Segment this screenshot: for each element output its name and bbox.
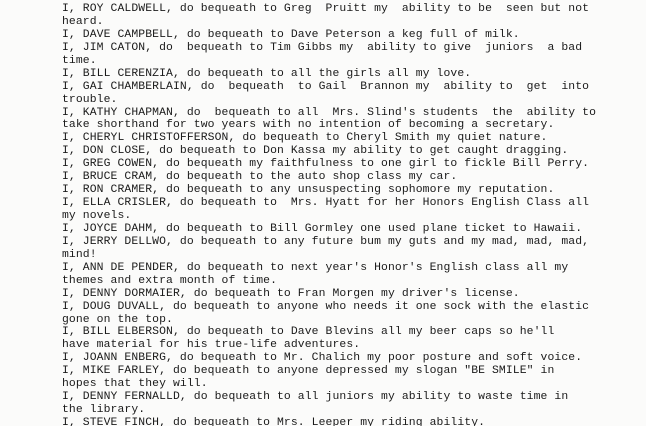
text-line: my novels. [62,210,132,222]
text-line: I, DAVE CAMPBELL, do bequeath to Dave Peterson a keg full of milk. [62,28,520,41]
text-line: I, DON CLOSE, do bequeath to Don Kassa my ability to get caught dragging. [62,145,569,158]
bequest-text-block [62,3,644,426]
text-line: I, GAI CHAMBERLAIN, do bequeath to Gail Brannon my ability to get into [62,80,590,93]
text-line: I, KATHY CHAPMAN, do bequeath to all Mrs. Slind's students the ability to [62,106,597,119]
text-line: I, DENNY DORMAIER, do bequeath to Fran Morgen my driver's license. [62,287,520,300]
text-line: gone on the top. [62,313,173,326]
text-line: themes and extra month of time. [62,274,278,287]
text-line: mind! [62,248,97,261]
text-line: time. [62,54,97,67]
text-line: I, GREG COWEN, do bequeath my faithfulness to one girl to fickle Bill Perry. [62,158,590,171]
text-line: I, BRUCE CRAM, do bequeath to the auto shop class my car. [62,171,458,184]
text-line: the library. [62,404,146,417]
text-line: I, BILL CERENZIA, do bequeath to all the girls all my love. [62,67,472,80]
text-line: I, MIKE FARLEY, do bequeath to anyone depressed my slogan "BE SMILE" in [62,365,555,378]
text-line: have material for his true-life adventures. [62,339,361,352]
text-line: I, STEVE FINCH, do bequeath to Mrs. Leeper my riding ability. [62,417,486,426]
text-line: I, DENNY FERNALLD, do bequeath to all juniors my ability to waste time in [62,391,569,404]
text-line: I, JOYCE DAHM, do bequeath to Bill Gormley one used plane ticket to Hawaii. [62,222,583,235]
text-line: I, CHERYL CHRISTOFFERSON, do bequeath to Cheryl Smith my quiet nature. [62,132,548,145]
text-line: I, ROY CALDWELL, do bequeath to Greg Pruitt my ability to be seen but not [62,3,590,15]
text-line: take shorthand for two years with no intention of becoming a secretary. [62,119,555,132]
text-line: hopes that they will. [62,378,208,391]
text-line: I, JERRY DELLWO, do bequeath to any future bum my guts and my mad, mad, mad, [62,235,590,248]
text-line: I, ANN DE PENDER, do bequeath to next year's Honor's English class all my [62,261,569,274]
text-line: I, JOANN ENBERG, do bequeath to Mr. Chalich my poor posture and soft voice. [62,352,583,365]
text-line: I, ELLA CRISLER, do bequeath to Mrs. Hyatt for her Honors English Class all [62,197,590,210]
text-line: I, JIM CATON, do bequeath to Tim Gibbs my ability to give juniors a bad [62,41,583,54]
text-line: I, DOUG DUVALL, do bequeath to anyone who needs it one sock with the elastic [62,300,590,313]
text-line: I, BILL ELBERSON, do bequeath to Dave Blevins all my beer caps so he'll [62,326,555,339]
text-line: I, RON CRAMER, do bequeath to any unsuspecting sophomore my reputation. [62,184,555,197]
text-line: trouble. [62,93,118,106]
text-line: heard. [62,15,104,28]
